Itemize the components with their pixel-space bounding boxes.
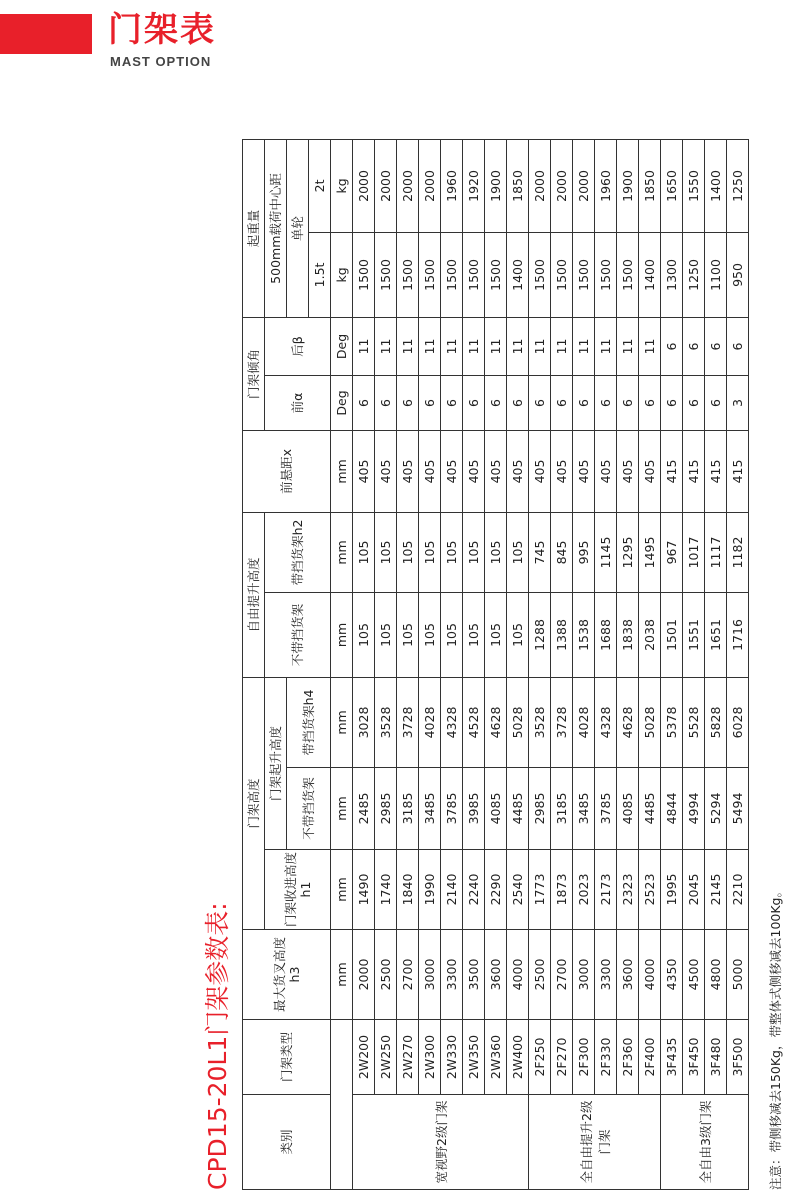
value-cell: 2700 (397, 930, 419, 1020)
value-cell: 105 (375, 592, 397, 677)
value-cell: 1850 (507, 139, 529, 232)
value-cell: 3000 (573, 930, 595, 1020)
value-cell: 405 (463, 430, 485, 512)
value-cell: 1873 (551, 850, 573, 930)
value-cell: 2000 (375, 139, 397, 232)
table-row (595, 139, 617, 1189)
value-cell: 6 (595, 375, 617, 430)
mast-type-cell: 2F400 (639, 1020, 661, 1095)
value-cell: 11 (463, 317, 485, 375)
value-cell: 2045 (683, 850, 705, 930)
rotated-content (200, 140, 800, 1190)
value-cell: 3600 (617, 930, 639, 1020)
value-cell: 6 (353, 375, 375, 430)
value-cell: 4000 (639, 930, 661, 1020)
value-cell: 11 (617, 317, 639, 375)
value-cell: 3728 (551, 677, 573, 767)
value-cell: 1650 (661, 139, 683, 232)
value-cell: 11 (353, 317, 375, 375)
value-cell: 1716 (727, 592, 749, 677)
value-cell: 2290 (485, 850, 507, 930)
value-cell: 1773 (529, 850, 551, 930)
value-cell: 6 (485, 375, 507, 430)
table-row (353, 139, 375, 1189)
value-cell: 105 (353, 512, 375, 592)
col-free-with-backrest: 带挡货架h2 (265, 512, 331, 592)
value-cell: 2000 (397, 139, 419, 232)
value-cell: 2000 (573, 139, 595, 232)
value-cell: 11 (397, 317, 419, 375)
value-cell: 967 (661, 512, 683, 592)
value-cell: 5494 (727, 768, 749, 850)
value-cell: 5000 (727, 930, 749, 1020)
value-cell: 405 (375, 430, 397, 512)
value-cell: 1995 (661, 850, 683, 930)
value-cell: 105 (463, 592, 485, 677)
value-cell: 1960 (595, 139, 617, 232)
header-red-bar (0, 14, 92, 54)
value-cell: 1850 (639, 139, 661, 232)
value-cell: 405 (639, 430, 661, 512)
table-row (639, 139, 661, 1189)
value-cell: 11 (573, 317, 595, 375)
value-cell: 2985 (375, 768, 397, 850)
value-cell: 4085 (485, 768, 507, 850)
table-row (375, 139, 397, 1189)
value-cell: 4628 (485, 677, 507, 767)
value-cell: 6 (507, 375, 529, 430)
value-cell: 4328 (595, 677, 617, 767)
value-cell: 405 (507, 430, 529, 512)
value-cell: 105 (507, 592, 529, 677)
value-cell: 1551 (683, 592, 705, 677)
value-cell: 1100 (705, 232, 727, 317)
unit-cell: mm (331, 850, 353, 930)
value-cell: 1388 (551, 592, 573, 677)
col-single-tire: 单轮 (287, 139, 309, 317)
value-cell: 11 (485, 317, 507, 375)
value-cell: 3785 (441, 768, 463, 850)
value-cell: 745 (529, 512, 551, 592)
value-cell: 105 (397, 512, 419, 592)
value-cell: 105 (441, 592, 463, 677)
col-free-lift: 自由提升高度 (243, 512, 265, 677)
value-cell: 6 (573, 375, 595, 430)
value-cell: 405 (441, 430, 463, 512)
value-cell: 3785 (595, 768, 617, 850)
value-cell: 1500 (441, 232, 463, 317)
value-cell: 2173 (595, 850, 617, 930)
value-cell: 3000 (419, 930, 441, 1020)
col-with-backrest-h4: 带挡货架h4 (287, 677, 331, 767)
value-cell: 405 (353, 430, 375, 512)
value-cell: 6 (529, 375, 551, 430)
col-tilt-back: 后β (265, 317, 331, 375)
value-cell: 4350 (661, 930, 683, 1020)
value-cell: 11 (595, 317, 617, 375)
value-cell: 4800 (705, 930, 727, 1020)
value-cell: 6 (463, 375, 485, 430)
value-cell: 105 (485, 592, 507, 677)
value-cell: 1900 (617, 139, 639, 232)
value-cell: 3300 (441, 930, 463, 1020)
mast-type-cell: 3F480 (705, 1020, 727, 1095)
value-cell: 4028 (419, 677, 441, 767)
value-cell: 6028 (727, 677, 749, 767)
col-lift-height: 门架起升高度 (265, 677, 287, 849)
value-cell: 1900 (485, 139, 507, 232)
mast-type-cell: 2W330 (441, 1020, 463, 1095)
unit-blank (331, 1020, 353, 1190)
value-cell: 1500 (463, 232, 485, 317)
value-cell: 4628 (617, 677, 639, 767)
value-cell: 105 (485, 512, 507, 592)
value-cell: 5028 (507, 677, 529, 767)
table-row (705, 139, 727, 1189)
value-cell: 2240 (463, 850, 485, 930)
value-cell: 5378 (661, 677, 683, 767)
col-tilt: 门架倾角 (243, 317, 265, 430)
value-cell: 2038 (639, 592, 661, 677)
value-cell: 4844 (661, 768, 683, 850)
mast-type-cell: 2F250 (529, 1020, 551, 1095)
value-cell: 5294 (705, 768, 727, 850)
value-cell: 4485 (507, 768, 529, 850)
value-cell: 6 (705, 317, 727, 375)
value-cell: 1838 (617, 592, 639, 677)
value-cell: 2485 (353, 768, 375, 850)
page-subtitle: MAST OPTION (110, 54, 212, 69)
value-cell: 1550 (683, 139, 705, 232)
value-cell: 2985 (529, 768, 551, 850)
mast-type-cell: 2W300 (419, 1020, 441, 1095)
value-cell: 3528 (375, 677, 397, 767)
value-cell: 4500 (683, 930, 705, 1020)
mast-type-cell: 3F500 (727, 1020, 749, 1095)
value-cell: 6 (727, 317, 749, 375)
col-front-overhang: 前悬距x (243, 430, 331, 512)
mast-type-cell: 3F435 (661, 1020, 683, 1095)
value-cell: 11 (419, 317, 441, 375)
value-cell: 3185 (397, 768, 419, 850)
value-cell: 105 (419, 592, 441, 677)
unit-cell: Deg (331, 317, 353, 375)
value-cell: 1500 (375, 232, 397, 317)
value-cell: 105 (463, 512, 485, 592)
value-cell: 6 (551, 375, 573, 430)
value-cell: 2000 (353, 139, 375, 232)
value-cell: 845 (551, 512, 573, 592)
value-cell: 3300 (595, 930, 617, 1020)
table-row (617, 139, 639, 1189)
value-cell: 405 (397, 430, 419, 512)
value-cell: 1117 (705, 512, 727, 592)
unit-cell: mm (331, 592, 353, 677)
mast-type-cell: 2W400 (507, 1020, 529, 1095)
table-row (551, 139, 573, 1189)
col-load-center: 500mm载荷中心距 (265, 139, 287, 317)
col-cap-15t: 1.5t (309, 232, 331, 317)
value-cell: 1920 (463, 139, 485, 232)
value-cell: 6 (661, 317, 683, 375)
value-cell: 1688 (595, 592, 617, 677)
value-cell: 405 (551, 430, 573, 512)
value-cell: 6 (441, 375, 463, 430)
mast-type-cell: 2W270 (397, 1020, 419, 1095)
value-cell: 1500 (353, 232, 375, 317)
table-title: CPD15-20L1门架参数表: (203, 902, 232, 1190)
value-cell: 405 (595, 430, 617, 512)
unit-cell: mm (331, 768, 353, 850)
value-cell: 6 (617, 375, 639, 430)
value-cell: 6 (375, 375, 397, 430)
col-mast-height: 门架高度 (243, 677, 265, 929)
value-cell: 4328 (441, 677, 463, 767)
value-cell: 2540 (507, 850, 529, 930)
value-cell: 3728 (397, 677, 419, 767)
value-cell: 1740 (375, 850, 397, 930)
mast-type-cell: 2F270 (551, 1020, 573, 1095)
value-cell: 1960 (441, 139, 463, 232)
value-cell: 1250 (727, 139, 749, 232)
value-cell: 1990 (419, 850, 441, 930)
value-cell: 4485 (639, 768, 661, 850)
table-row (507, 139, 529, 1189)
value-cell: 2323 (617, 850, 639, 930)
value-cell: 3 (727, 375, 749, 430)
value-cell: 950 (727, 232, 749, 317)
value-cell: 405 (419, 430, 441, 512)
value-cell: 6 (683, 375, 705, 430)
value-cell: 5528 (683, 677, 705, 767)
mast-type-cell: 2W250 (375, 1020, 397, 1095)
mast-type-cell: 2W200 (353, 1020, 375, 1095)
value-cell: 105 (419, 512, 441, 592)
unit-cell: mm (331, 512, 353, 592)
col-lowered-height: 门架收进高度h1 (265, 850, 331, 930)
value-cell: 105 (397, 592, 419, 677)
value-cell: 1500 (419, 232, 441, 317)
value-cell: 1495 (639, 512, 661, 592)
mast-type-cell: 2F300 (573, 1020, 595, 1095)
value-cell: 1500 (617, 232, 639, 317)
col-tilt-front: 前α (265, 375, 331, 430)
table-body (331, 139, 749, 1189)
value-cell: 1500 (529, 232, 551, 317)
value-cell: 11 (441, 317, 463, 375)
value-cell: 2500 (375, 930, 397, 1020)
table-row (441, 139, 463, 1189)
col-category: 类别 (243, 1095, 331, 1190)
unit-cell: mm (331, 430, 353, 512)
value-cell: 3500 (463, 930, 485, 1020)
table-row (419, 139, 441, 1189)
value-cell: 11 (529, 317, 551, 375)
value-cell: 3185 (551, 768, 573, 850)
value-cell: 4028 (573, 677, 595, 767)
value-cell: 405 (617, 430, 639, 512)
category-cell: 宽视野2级门架 (353, 1095, 529, 1190)
col-max-fork-height: 最大货叉高度h3 (243, 930, 331, 1020)
unit-cell: kg (331, 139, 353, 232)
value-cell: 11 (507, 317, 529, 375)
table-row (573, 139, 595, 1189)
table-row (485, 139, 507, 1189)
value-cell: 1500 (551, 232, 573, 317)
value-cell: 1501 (661, 592, 683, 677)
table-row (683, 139, 705, 1189)
value-cell: 1400 (639, 232, 661, 317)
col-without-backrest: 不带挡货架 (287, 768, 331, 850)
unit-cell: Deg (331, 375, 353, 430)
value-cell: 1017 (683, 512, 705, 592)
value-cell: 2000 (529, 139, 551, 232)
mast-parameter-table (242, 139, 749, 1190)
value-cell: 105 (375, 512, 397, 592)
value-cell: 1538 (573, 592, 595, 677)
category-cell: 全自由提升2级门架 (529, 1095, 661, 1190)
unit-cell: mm (331, 677, 353, 767)
value-cell: 1288 (529, 592, 551, 677)
table-row (727, 139, 749, 1189)
mast-type-cell: 3F450 (683, 1020, 705, 1095)
value-cell: 2140 (441, 850, 463, 930)
value-cell: 2523 (639, 850, 661, 930)
col-cap-2t: 2t (309, 139, 331, 232)
value-cell: 1500 (397, 232, 419, 317)
value-cell: 11 (551, 317, 573, 375)
col-free-without-backrest: 不带挡货架 (265, 592, 331, 677)
value-cell: 2700 (551, 930, 573, 1020)
value-cell: 5028 (639, 677, 661, 767)
table-row (529, 139, 551, 1189)
value-cell: 4000 (507, 930, 529, 1020)
value-cell: 1182 (727, 512, 749, 592)
value-cell: 3485 (419, 768, 441, 850)
value-cell: 3985 (463, 768, 485, 850)
value-cell: 995 (573, 512, 595, 592)
value-cell: 415 (661, 430, 683, 512)
value-cell: 415 (705, 430, 727, 512)
unit-row (331, 139, 353, 1189)
value-cell: 1400 (507, 232, 529, 317)
value-cell: 2000 (551, 139, 573, 232)
value-cell: 2145 (705, 850, 727, 930)
value-cell: 2500 (529, 930, 551, 1020)
value-cell: 415 (683, 430, 705, 512)
value-cell: 405 (485, 430, 507, 512)
value-cell: 11 (375, 317, 397, 375)
category-cell: 全自由3级门架 (661, 1095, 749, 1190)
value-cell: 4994 (683, 768, 705, 850)
unit-cell: mm (331, 930, 353, 1020)
footnote: 注意：带侧移减去150Kg，带整体式侧移减去100Kg。 (768, 885, 783, 1190)
value-cell: 1651 (705, 592, 727, 677)
value-cell: 6 (683, 317, 705, 375)
value-cell: 6 (419, 375, 441, 430)
table-row (661, 139, 683, 1189)
mast-type-cell: 2W360 (485, 1020, 507, 1095)
value-cell: 1400 (705, 139, 727, 232)
value-cell: 3028 (353, 677, 375, 767)
value-cell: 6 (705, 375, 727, 430)
value-cell: 105 (353, 592, 375, 677)
unit-cell: kg (331, 232, 353, 317)
value-cell: 405 (529, 430, 551, 512)
value-cell: 1145 (595, 512, 617, 592)
value-cell: 2023 (573, 850, 595, 930)
value-cell: 5828 (705, 677, 727, 767)
mast-type-cell: 2F330 (595, 1020, 617, 1095)
value-cell: 6 (661, 375, 683, 430)
value-cell: 1250 (683, 232, 705, 317)
value-cell: 1295 (617, 512, 639, 592)
value-cell: 1500 (573, 232, 595, 317)
mast-type-cell: 2W350 (463, 1020, 485, 1095)
table-row (463, 139, 485, 1189)
value-cell: 1500 (485, 232, 507, 317)
value-cell: 4528 (463, 677, 485, 767)
value-cell: 1300 (661, 232, 683, 317)
page-title: 门架表 (108, 10, 216, 50)
value-cell: 3600 (485, 930, 507, 1020)
value-cell: 1500 (595, 232, 617, 317)
value-cell: 105 (507, 512, 529, 592)
value-cell: 2000 (419, 139, 441, 232)
value-cell: 1490 (353, 850, 375, 930)
value-cell: 2210 (727, 850, 749, 930)
value-cell: 1840 (397, 850, 419, 930)
table-row (397, 139, 419, 1189)
value-cell: 6 (397, 375, 419, 430)
value-cell: 415 (727, 430, 749, 512)
value-cell: 6 (639, 375, 661, 430)
mast-type-cell: 2F360 (617, 1020, 639, 1095)
value-cell: 105 (441, 512, 463, 592)
col-mast-type: 门架类型 (243, 1020, 331, 1095)
value-cell: 4085 (617, 768, 639, 850)
value-cell: 11 (639, 317, 661, 375)
value-cell: 3528 (529, 677, 551, 767)
value-cell: 3485 (573, 768, 595, 850)
col-capacity: 起重量 (243, 139, 265, 317)
value-cell: 405 (573, 430, 595, 512)
value-cell: 2000 (353, 930, 375, 1020)
